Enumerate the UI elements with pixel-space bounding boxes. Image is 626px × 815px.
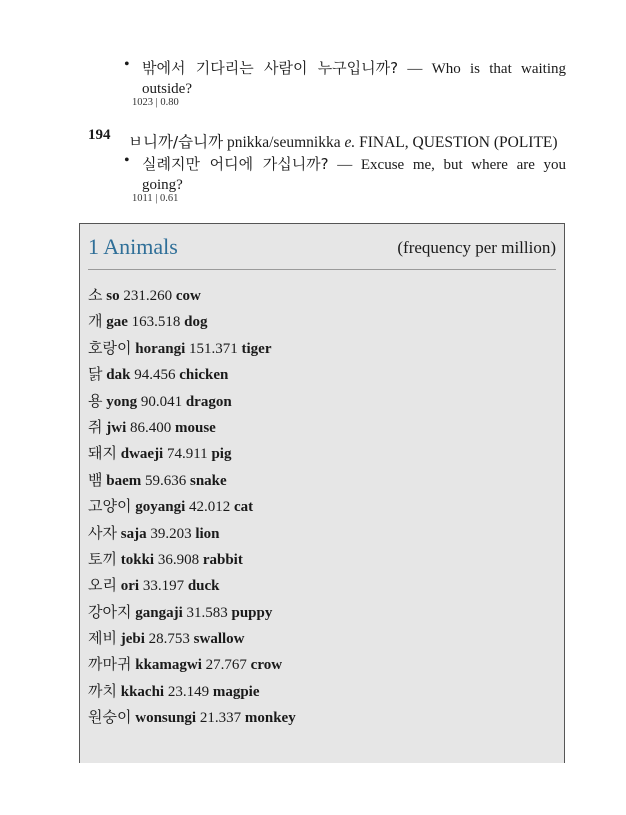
word-romanization: dwaeji <box>120 446 164 463</box>
word-english: dragon <box>185 393 232 410</box>
list-item <box>88 572 296 598</box>
word-frequency: 163.518 <box>131 314 181 331</box>
word-romanization: wonsungi <box>135 710 197 727</box>
list-item <box>88 414 296 440</box>
word-frequency: 31.583 <box>186 604 228 621</box>
list-item <box>88 678 296 704</box>
word-korean: 사자 <box>88 523 117 542</box>
word-frequency: 59.636 <box>145 472 187 489</box>
word-frequency: 231.260 <box>123 288 173 304</box>
word-english: lion <box>195 525 220 542</box>
word-romanization: goyangi <box>135 499 186 516</box>
word-english: crow <box>250 657 283 674</box>
word-english: chicken <box>179 367 229 384</box>
word-frequency: 90.041 <box>140 393 183 410</box>
example-stats: 1011 | 0.61 <box>132 193 179 204</box>
word-romanization: jwi <box>106 419 127 436</box>
word-english: monkey <box>244 710 296 727</box>
word-romanization: horangi <box>135 340 186 357</box>
list-item <box>88 440 296 466</box>
word-romanization: ori <box>120 578 140 595</box>
word-romanization: jebi <box>120 631 145 648</box>
word-english: mouse <box>175 419 216 436</box>
box-divider <box>88 269 556 270</box>
list-item <box>88 467 296 493</box>
word-korean: 뱀 <box>88 470 103 489</box>
example-stats: 1023 | 0.80 <box>132 97 179 108</box>
word-english: tiger <box>241 340 272 357</box>
list-item <box>88 388 296 414</box>
bullet-marker: • <box>124 56 130 73</box>
word-english: rabbit <box>202 551 243 568</box>
box-subtitle: (frequency per million) <box>397 238 556 257</box>
entry-hangul: ㅂ니까/습니까 <box>128 133 224 151</box>
word-romanization: saja <box>120 525 147 542</box>
word-korean: 오리 <box>88 576 117 595</box>
word-romanization: baem <box>106 472 142 489</box>
word-frequency: 151.371 <box>189 340 238 357</box>
example-english: — Excuse me, but where are you going? <box>142 157 567 193</box>
word-romanization: kkachi <box>120 683 165 700</box>
word-frequency: 36.908 <box>157 551 200 568</box>
word-korean: 고양이 <box>88 497 132 516</box>
word-frequency: 94.456 <box>134 367 176 384</box>
word-frequency: 21.337 <box>199 710 242 727</box>
word-korean: 용 <box>88 391 103 410</box>
entry-gloss: FINAL, QUESTION (POLITE) <box>359 134 558 151</box>
example-sentence <box>124 58 566 99</box>
word-korean: 원숭이 <box>88 708 132 727</box>
example-korean: 밖에서 기다리는 사람이 누구입니까? <box>142 59 399 77</box>
word-romanization: so <box>106 288 120 304</box>
word-romanization: yong <box>106 393 138 410</box>
word-frequency: 42.012 <box>189 499 231 516</box>
word-english: swallow <box>193 631 245 648</box>
list-item <box>88 335 296 361</box>
word-frequency: 33.197 <box>142 578 185 595</box>
box-title: 1 Animals <box>88 234 178 259</box>
list-item <box>88 361 296 387</box>
word-frequency: 74.911 <box>166 446 208 463</box>
example-korean: 실례지만 어디에 가십니까? <box>142 155 329 173</box>
word-romanization: dak <box>106 367 131 384</box>
example-text <box>124 154 566 195</box>
bullet-marker: • <box>124 152 130 169</box>
example-english: — Who is that waiting outside? <box>142 61 566 97</box>
list-item <box>88 704 296 730</box>
word-korean: 개 <box>88 312 103 331</box>
word-romanization: kkamagwi <box>135 657 202 674</box>
word-frequency: 27.767 <box>205 657 247 674</box>
word-korean: 강아지 <box>88 602 132 621</box>
word-korean: 까치 <box>88 681 117 700</box>
word-frequency: 23.149 <box>167 683 210 700</box>
word-korean: 토끼 <box>88 549 117 568</box>
list-item <box>88 599 296 625</box>
thematic-vocabulary-box <box>79 223 565 763</box>
word-english: magpie <box>212 683 260 700</box>
word-romanization: gae <box>106 314 128 331</box>
word-english: cow <box>175 288 201 304</box>
list-item <box>88 651 296 677</box>
word-korean: 소 <box>88 286 103 304</box>
list-item <box>88 520 296 546</box>
list-item <box>88 308 296 334</box>
word-english: duck <box>187 578 220 595</box>
word-english: cat <box>234 499 254 516</box>
entry-number: 194 <box>88 127 111 143</box>
word-english: puppy <box>231 604 273 621</box>
word-korean: 까마귀 <box>88 655 132 674</box>
word-frequency: 86.400 <box>130 419 172 436</box>
word-korean: 쥐 <box>88 417 103 436</box>
word-frequency: 39.203 <box>150 525 192 542</box>
list-item <box>88 546 296 572</box>
vocabulary-list <box>88 282 296 731</box>
list-item <box>88 282 296 308</box>
word-romanization: tokki <box>120 551 155 568</box>
word-korean: 제비 <box>88 629 117 648</box>
word-english: dog <box>184 314 208 331</box>
example-sentence <box>124 154 566 195</box>
example-text <box>124 58 566 99</box>
word-romanization: gangaji <box>135 604 183 621</box>
word-frequency: 28.753 <box>148 631 190 648</box>
word-english: pig <box>211 446 232 463</box>
entry-romanization: pnikka/seumnikka <box>226 134 341 151</box>
word-korean: 호랑이 <box>88 338 132 357</box>
word-korean: 닭 <box>88 365 103 384</box>
entry-pos: e. <box>344 134 356 151</box>
list-item <box>88 493 296 519</box>
word-english: snake <box>190 472 227 489</box>
list-item <box>88 625 296 651</box>
word-korean: 돼지 <box>88 444 117 463</box>
entry-headword <box>128 130 558 152</box>
